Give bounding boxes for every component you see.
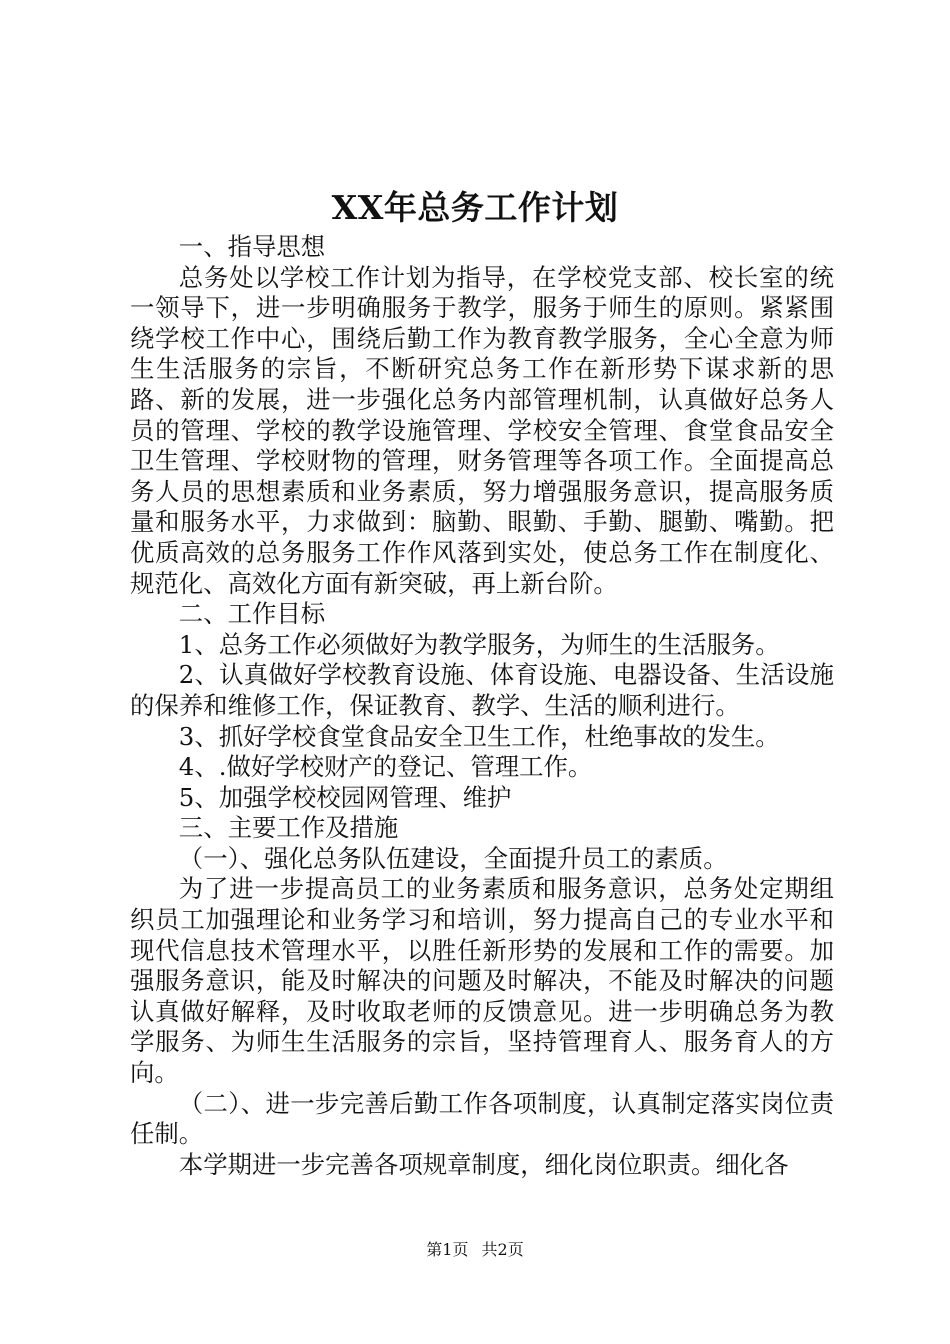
- page-number-current: 第1页: [426, 1240, 469, 1259]
- page-footer: [0, 1240, 950, 1260]
- goal-item-1: 1、总务工作必须做好为教学服务，为师生的生活服务。: [178, 629, 780, 659]
- document-title: XX年总务工作计划: [331, 188, 619, 227]
- page-number-total: 共2页: [481, 1240, 524, 1259]
- section-heading-guiding-ideology: 一、指导思想: [178, 232, 326, 261]
- section-heading-work-goals: 二、工作目标: [178, 599, 326, 629]
- paragraph-staff-training: 为了进一步提高员工的业务素质和服务意识，总务处定期组织员工加强理论和业务学习和培训，努力提高自己的专业水平和现代信息技术管理水平，以胜任新形势的发展和工作的需要。加强服务意识，能及时解决的问题及时解决，不能及时解决的问题认真做好解释，及时收取老师的反馈意见。进一步明确总务为教学服务、为师生生活服务的宗旨，坚持管理育人、服务育人的方向。: [130, 874, 834, 1088]
- goal-item-4: 4、.做好学校财产的登记、管理工作。: [178, 752, 593, 782]
- section-heading-main-work: 三、主要工作及措施: [178, 813, 399, 843]
- paragraph-guiding-ideology: 总务处以学校工作计划为指导，在学校党支部、校长室的统一领导下，进一步明确服务于教学，服务于师生的原则。紧紧围绕学校工作中心，围绕后勤工作为教育教学服务，全心全意为师生生活服务的宗旨，不断研究总务工作在新形势下谋求新的思路、新的发展，进一步强化总务内部管理机制，认真做好总务人员的管理、学校的教学设施管理、学校安全管理、食堂食品安全卫生管理、学校财物的管理，财务管理等各项工作。全面提高总务人员的思想素质和业务素质，努力增强服务意识，提高服务质量和服务水平，力求做到：脑勤、眼勤、手勤、腿勤、嘴勤。把优质高效的总务服务工作作风落到实处，使总务工作在制度化、规范化、高效化方面有新突破，再上新台阶。: [130, 262, 834, 598]
- document-body: [130, 232, 834, 1180]
- goal-item-3: 3、抓好学校食堂食品安全卫生工作，杜绝事故的发生。: [178, 721, 780, 751]
- subsection-heading-2: （二）、进一步完善后勤工作各项制度，认真制定落实岗位责任制。: [130, 1088, 834, 1149]
- paragraph-regulations: 本学期进一步完善各项规章制度，细化岗位职责。细化各: [178, 1149, 789, 1179]
- goal-item-5: 5、加强学校校园网管理、维护: [178, 782, 512, 812]
- subsection-heading-1: （一）、强化总务队伍建设，全面提升员工的素质。: [178, 843, 728, 873]
- goal-item-2: 2、认真做好学校教育设施、体育设施、电器设备、生活设施的保养和维修工作，保证教育、教学、生活的顺利进行。: [130, 660, 834, 720]
